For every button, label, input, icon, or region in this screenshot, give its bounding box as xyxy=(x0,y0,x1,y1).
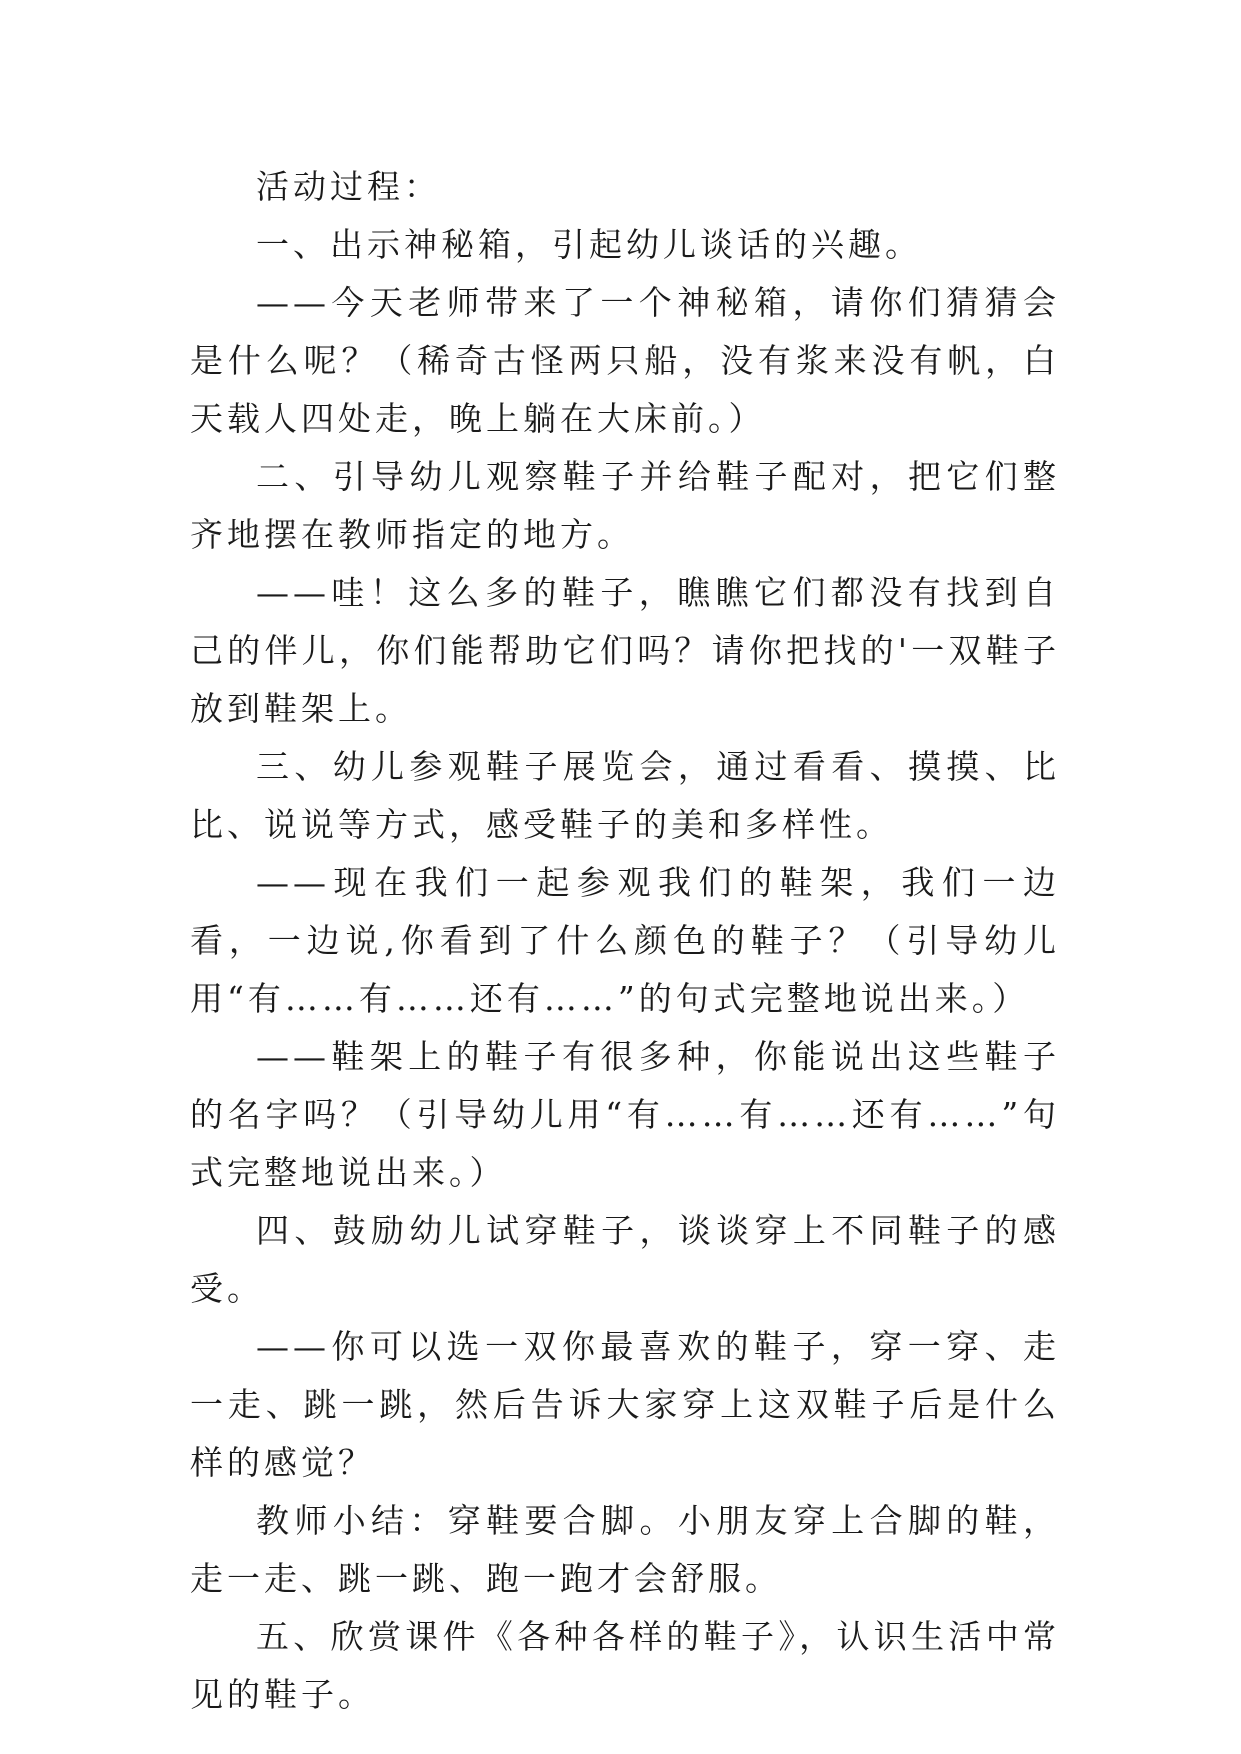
step-2-dialogue: ——哇！这么多的鞋子，瞧瞧它们都没有找到自己的伴儿，你们能帮助它们吗？请你把找的'一双鞋子放到鞋架上。 xyxy=(190,573,1060,728)
step-5-heading: 五、欣赏课件《各种各样的鞋子》，认识生活中常见的鞋子。 xyxy=(190,1617,1060,1714)
step-3-dialogue-1: ——现在我们一起参观我们的鞋架，我们一边看，一边说,你看到了什么颜色的鞋子？（引导幼儿用“有……有……还有……”的句式完整地说出来。） xyxy=(190,863,1060,1018)
step-4-heading: 四、鼓励幼儿试穿鞋子，谈谈穿上不同鞋子的感受。 xyxy=(190,1211,1060,1308)
step-3-dialogue-2: ——鞋架上的鞋子有很多种，你能说出这些鞋子的名字吗？（引导幼儿用“有……有……还有……”句式完整地说出来。） xyxy=(190,1037,1060,1192)
section-heading-activity-process: 活动过程： xyxy=(256,167,441,206)
step-3-heading: 三、幼儿参观鞋子展览会，通过看看、摸摸、比比、说说等方式，感受鞋子的美和多样性。 xyxy=(190,747,1060,844)
step-1-dialogue: ——今天老师带来了一个神秘箱，请你们猜猜会是什么呢？（稀奇古怪两只船，没有浆来没有帆，白天载人四处走，晚上躺在大床前。） xyxy=(190,283,1060,438)
step-1-heading: 一、出示神秘箱，引起幼儿谈话的兴趣。 xyxy=(256,225,922,264)
step-2-heading: 二、引导幼儿观察鞋子并给鞋子配对，把它们整齐地摆在教师指定的地方。 xyxy=(190,457,1060,554)
document-body xyxy=(190,158,1060,1724)
teacher-summary: 教师小结：穿鞋要合脚。小朋友穿上合脚的鞋，走一走、跳一跳、跑一跑才会舒服。 xyxy=(190,1501,1060,1598)
step-4-dialogue: ——你可以选一双你最喜欢的鞋子，穿一穿、走一走、跳一跳，然后告诉大家穿上这双鞋子后是什么样的感觉？ xyxy=(190,1327,1060,1482)
